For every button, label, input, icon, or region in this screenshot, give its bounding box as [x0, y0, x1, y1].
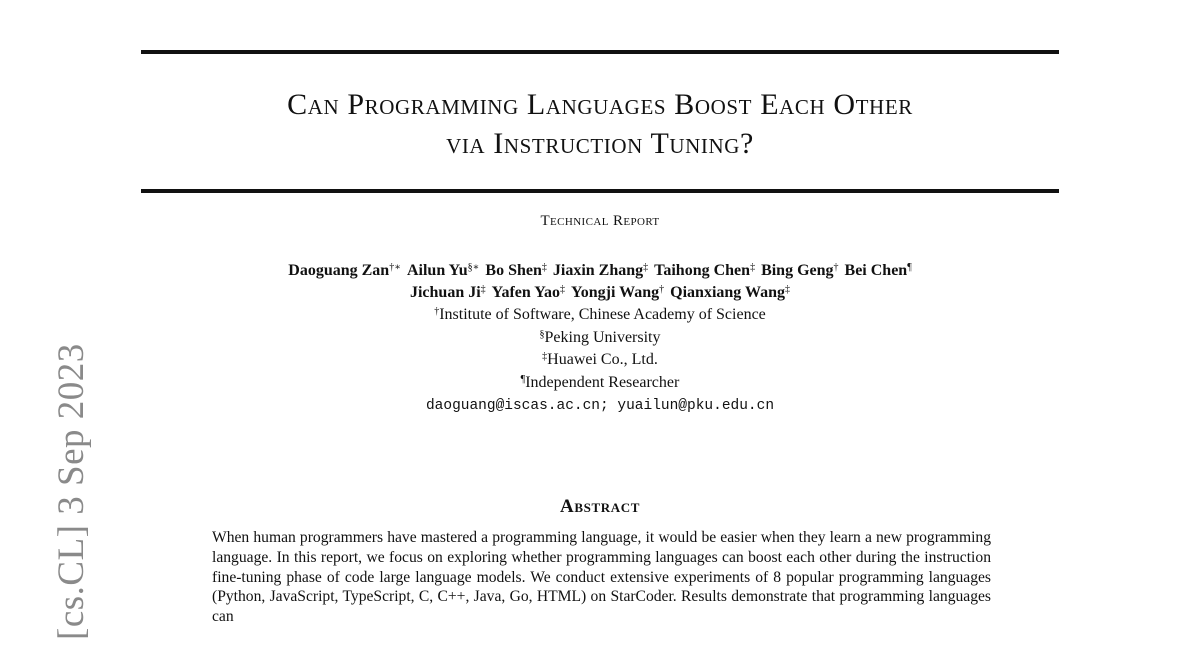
author-line-2	[141, 282, 1059, 304]
author-name	[654, 262, 755, 279]
author-name	[410, 284, 486, 301]
author-name	[553, 262, 648, 279]
author-name-text: Bing Geng	[761, 262, 834, 279]
affiliation-mark: §	[539, 328, 545, 340]
title-line-1: Can Programming Languages Boost Each Other	[287, 88, 913, 121]
author-name	[485, 262, 546, 279]
author-affiliation-mark: ‡	[480, 284, 486, 295]
author-name-text: Ailun Yu	[406, 262, 468, 279]
author-name	[571, 284, 664, 301]
author-affiliation-mark: ‡	[541, 262, 547, 273]
author-affiliation-mark: †	[833, 262, 839, 273]
author-name-text: Daoguang Zan	[288, 262, 390, 279]
author-affiliation-mark: †	[659, 284, 665, 295]
affiliation-mark: ‡	[542, 351, 548, 362]
paper-title	[141, 85, 1059, 163]
affiliation-text: Independent Researcher	[525, 373, 680, 391]
abstract-heading: Abstract	[560, 496, 640, 517]
author-emails: daoguang@iscas.ac.cn; yuailun@pku.edu.cn	[425, 398, 775, 414]
affiliation-text: Peking University	[544, 328, 661, 346]
title-rule-top	[141, 50, 1059, 54]
affiliation-mark: ¶	[520, 373, 526, 385]
author-affiliation-mark: ‡	[643, 262, 649, 273]
author-line-1	[141, 260, 1059, 282]
author-name-text: Bo Shen	[485, 262, 542, 279]
author-name-text: Yafen Yao	[491, 284, 560, 301]
title-line-2: via Instruction Tuning?	[446, 127, 754, 160]
author-affiliation-mark: §∗	[467, 262, 480, 273]
affiliation-line	[141, 327, 1059, 350]
author-name	[288, 262, 401, 279]
affiliation-line	[141, 372, 1059, 395]
author-name-text: Qianxiang Wang	[670, 284, 786, 301]
affiliation-line	[141, 349, 1059, 372]
author-name-text: Jichuan Ji	[409, 284, 481, 301]
author-name-text: Taihong Chen	[654, 262, 751, 279]
abstract-text: When human programmers have mastered a programming language, it would be easier when they learn a new programming language. In this report, we focus on exploring whether programming languages can boost each other during the instruction fine-tuning phase of code large language models. We conduct extensive experiments of 8 popular programming languages (Python, JavaScript, TypeScript, C, C++, Java, Go, HTML) on StarCoder. Results demonstrate that programming languages can	[212, 529, 991, 626]
affiliation-text: Huawei Co., Ltd.	[547, 351, 658, 368]
arxiv-stamp: [cs.CL] 3 Sep 2023	[51, 343, 92, 640]
title-rule-bottom	[141, 189, 1059, 193]
author-name	[761, 262, 838, 279]
report-kind: Technical Report	[540, 213, 660, 229]
author-name-text: Jiaxin Zhang	[552, 262, 644, 279]
affiliation-text: Institute of Software, Chinese Academy of Science	[439, 306, 766, 323]
author-affiliation-mark: †∗	[389, 262, 401, 273]
author-list	[141, 260, 1059, 304]
author-name-text: Yongji Wang	[570, 284, 660, 301]
author-name	[492, 284, 565, 301]
author-affiliation-mark: ‡	[750, 262, 756, 273]
author-name	[407, 262, 479, 279]
author-affiliation-mark: ¶	[907, 262, 912, 273]
affiliation-line	[141, 304, 1059, 327]
affiliation-mark: †	[434, 306, 440, 317]
affiliation-list	[141, 304, 1059, 394]
author-affiliation-mark: ‡	[785, 284, 791, 295]
author-affiliation-mark: ‡	[559, 284, 565, 295]
paper-page	[141, 0, 1059, 627]
author-name	[670, 284, 790, 301]
author-name	[845, 262, 912, 279]
author-name-text: Bei Chen	[844, 262, 908, 279]
